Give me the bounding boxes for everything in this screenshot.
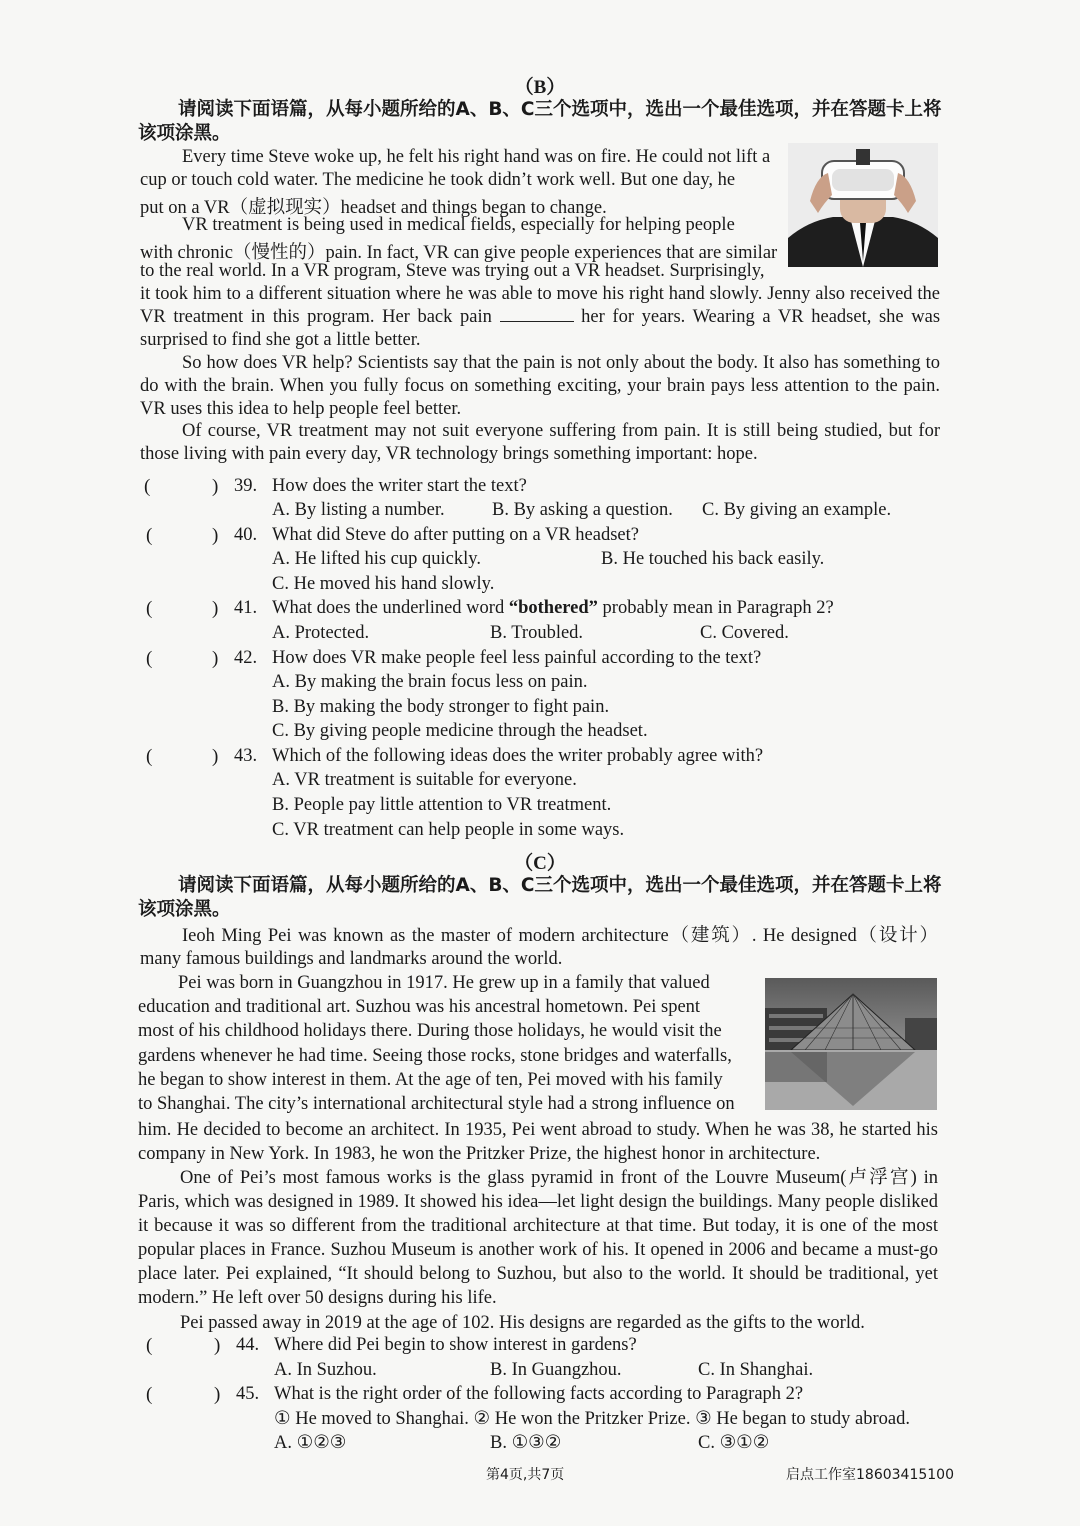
q42-paren-left: ( xyxy=(146,648,153,669)
q43-paren-left: ( xyxy=(146,746,153,767)
c-p2-rest: him. He decided to become an architect. In 1935, Pei went abroad to study. When he was 38, he started his company in New York. In 1983, he won the Pritzker Prize, the highest honor in architecture. xyxy=(138,1120,938,1164)
q45-paren-right: ) xyxy=(214,1384,221,1405)
q44-paren-left: ( xyxy=(146,1335,153,1356)
b-p4: Of course, VR treatment may not suit everyone suffering from pain. It is still being studied, but for those living with pain every day, VR technology brings something important: hope. xyxy=(140,421,940,464)
instruction-text: 请阅读下面语篇，从每小题所给的A、B、C三个选项中，选出一个最佳选项，并在答题卡上将该项涂黑。 xyxy=(138,99,942,144)
c-p2-line-5: he began to show interest in them. At the age of ten, Pei moved with his family xyxy=(138,1070,723,1090)
q39-paren-right: ) xyxy=(212,476,219,497)
q41-option-a[interactable]: A. Protected. xyxy=(272,623,370,643)
q43-option-c[interactable]: C. VR treatment can help people in some ways. xyxy=(272,820,625,840)
q41-keyword: “bothered” xyxy=(508,598,598,618)
answer-blank xyxy=(500,307,574,322)
q42-option-c[interactable]: C. By giving people medicine through the headset. xyxy=(272,721,648,741)
q45-facts: ① He moved to Shanghai. ② He won the Pritzker Prize. ③ He began to study abroad. xyxy=(274,1409,910,1429)
section-c-title: （C） xyxy=(514,853,566,874)
q43-stem: Which of the following ideas does the writer probably agree with? xyxy=(272,746,764,766)
q43-option-b[interactable]: B. People pay little attention to VR treatment. xyxy=(272,795,612,815)
q43-number: 43. xyxy=(234,746,258,766)
q41-option-c[interactable]: C. Covered. xyxy=(700,623,789,643)
q41-paren-right: ) xyxy=(212,598,219,619)
b-p2-rest-text: it took him to a different situation where he was able to move his right hand slowly. Jenny also received the VR treatment in this program. Her back pain xyxy=(140,284,940,327)
c-p1: Ieoh Ming Pei was known as the master of modern architecture（建筑）. He designed（设计）many famous buildings and landmarks around the world. xyxy=(140,926,938,969)
q40-option-c[interactable]: C. He moved his hand slowly. xyxy=(272,574,495,594)
q44-option-b[interactable]: B. In Guangzhou. xyxy=(490,1360,622,1380)
c-p2-line-2: education and traditional art. Suzhou was his ancestral hometown. Pei spent xyxy=(138,997,701,1017)
page-number: 第4页,共7页 xyxy=(486,1467,565,1483)
instruction-text: 请阅读下面语篇，从每小题所给的A、B、C三个选项中，选出一个最佳选项，并在答题卡上将该项涂黑。 xyxy=(138,875,942,920)
q45-paren-left: ( xyxy=(146,1384,153,1405)
q40-number: 40. xyxy=(234,525,258,545)
b-p2-after-blank: her for years. Wearing a VR headset, she was surprised to find she got a little better. xyxy=(140,306,941,350)
q45-number: 45. xyxy=(236,1384,260,1404)
c-p2-line-6: to Shanghai. The city’s international architectural style had a strong influence on xyxy=(138,1094,735,1114)
q40-paren-left: ( xyxy=(146,525,153,546)
b-p1-line-1: Every time Steve woke up, he felt his right hand was on fire. He could not lift a xyxy=(182,147,771,167)
q41-stem-pre: What does the underlined word xyxy=(272,598,509,618)
b-p3: So how does VR help? Scientists say that the pain is not only about the body. It also has something to do with the brain. When you fully focus on something exciting, your brain pays less attention to the pain. VR uses this idea to help people feel better. xyxy=(140,353,940,419)
louvre-pyramid-photo xyxy=(765,978,937,1110)
q39-option-a[interactable]: A. By listing a number. xyxy=(272,500,445,520)
q39-option-c[interactable]: C. By giving an example. xyxy=(702,500,892,520)
q44-option-a[interactable]: A. In Suzhou. xyxy=(274,1360,377,1380)
q40-paren-right: ) xyxy=(212,525,219,546)
section-b-instruction xyxy=(138,98,943,146)
b-p1-line-3: put on a VR（虚拟现实）headset and things began to change. xyxy=(140,198,607,218)
q42-stem: How does VR make people feel less painful according to the text? xyxy=(272,648,762,668)
q42-paren-right: ) xyxy=(212,648,219,669)
q41-number: 41. xyxy=(234,598,258,618)
q44-paren-right: ) xyxy=(214,1335,221,1356)
q43-option-a[interactable]: A. VR treatment is suitable for everyone. xyxy=(272,770,577,790)
q41-stem xyxy=(272,598,834,619)
q44-stem: Where did Pei begin to show interest in gardens? xyxy=(274,1335,637,1355)
c-p2-line-3: most of his childhood holidays there. During those holidays, he would visit the xyxy=(138,1021,722,1041)
q44-option-c[interactable]: C. In Shanghai. xyxy=(698,1360,814,1380)
c-p2-line-4: gardens whenever he had time. Seeing those rocks, stone bridges and waterfalls, xyxy=(138,1046,732,1066)
q45-option-c[interactable]: C. ③①② xyxy=(698,1433,770,1453)
b-p2-line-2: with chronic（慢性的）pain. In fact, VR can give people experiences that are similar xyxy=(140,243,778,263)
c-p2-line-1: Pei was born in Guangzhou in 1917. He grew up in a family that valued xyxy=(178,973,710,993)
q41-paren-left: ( xyxy=(146,598,153,619)
q40-option-b[interactable]: B. He touched his back easily. xyxy=(601,549,825,569)
q45-option-b[interactable]: B. ①③② xyxy=(490,1433,562,1453)
q41-option-b[interactable]: B. Troubled. xyxy=(490,623,584,643)
q39-number: 39. xyxy=(234,476,258,496)
q42-option-a[interactable]: A. By making the brain focus less on pain. xyxy=(272,672,588,692)
q39-paren-left: ( xyxy=(144,476,151,497)
studio-contact: 启点工作室18603415100 xyxy=(786,1467,954,1483)
q45-stem: What is the right order of the following facts according to Paragraph 2? xyxy=(274,1384,804,1404)
c-p3: One of Pei’s most famous works is the glass pyramid in front of the Louvre Museum(卢浮宫) in Paris, which was designed in 1989. It showed his idea—let light design the buildings. Many people disliked it because it was so different from the traditional architecture at that time. But today, it is one of the most popular places in France. Suzhou Museum is another work of his. It opened in 2006 and became a must-go place later. Pei explained, “It should belong to Suzhou, but also to the world. It should be traditional, yet modern.” He left over 50 designs during his life. xyxy=(138,1168,938,1308)
q40-stem: What did Steve do after putting on a VR headset? xyxy=(272,525,639,545)
b-p2-line-1: VR treatment is being used in medical fields, especially for helping people xyxy=(182,215,735,235)
q41-stem-post: probably mean in Paragraph 2? xyxy=(597,598,834,618)
q42-option-b[interactable]: B. By making the body stronger to fight pain. xyxy=(272,697,610,717)
c-p4: Pei passed away in 2019 at the age of 102. His designs are regarded as the gifts to the world. xyxy=(180,1313,865,1333)
q45-option-a[interactable]: A. ①②③ xyxy=(274,1433,347,1453)
section-b-title: （B） xyxy=(514,77,566,98)
q40-option-a[interactable]: A. He lifted his cup quickly. xyxy=(272,549,481,569)
b-p2-line-3: to the real world. In a VR program, Steve was trying out a VR headset. Surprisingly, xyxy=(140,261,765,281)
q39-option-b[interactable]: B. By asking a question. xyxy=(492,500,673,520)
q39-stem: How does the writer start the text? xyxy=(272,476,527,496)
b-p1-line-2: cup or touch cold water. The medicine he took didn’t work well. But one day, he xyxy=(140,170,736,190)
q44-number: 44. xyxy=(236,1335,260,1355)
section-c-instruction xyxy=(138,874,943,922)
q42-number: 42. xyxy=(234,648,258,668)
b-p2-rest xyxy=(140,283,940,352)
q43-paren-right: ) xyxy=(212,746,219,767)
vr-headset-photo xyxy=(788,143,938,267)
